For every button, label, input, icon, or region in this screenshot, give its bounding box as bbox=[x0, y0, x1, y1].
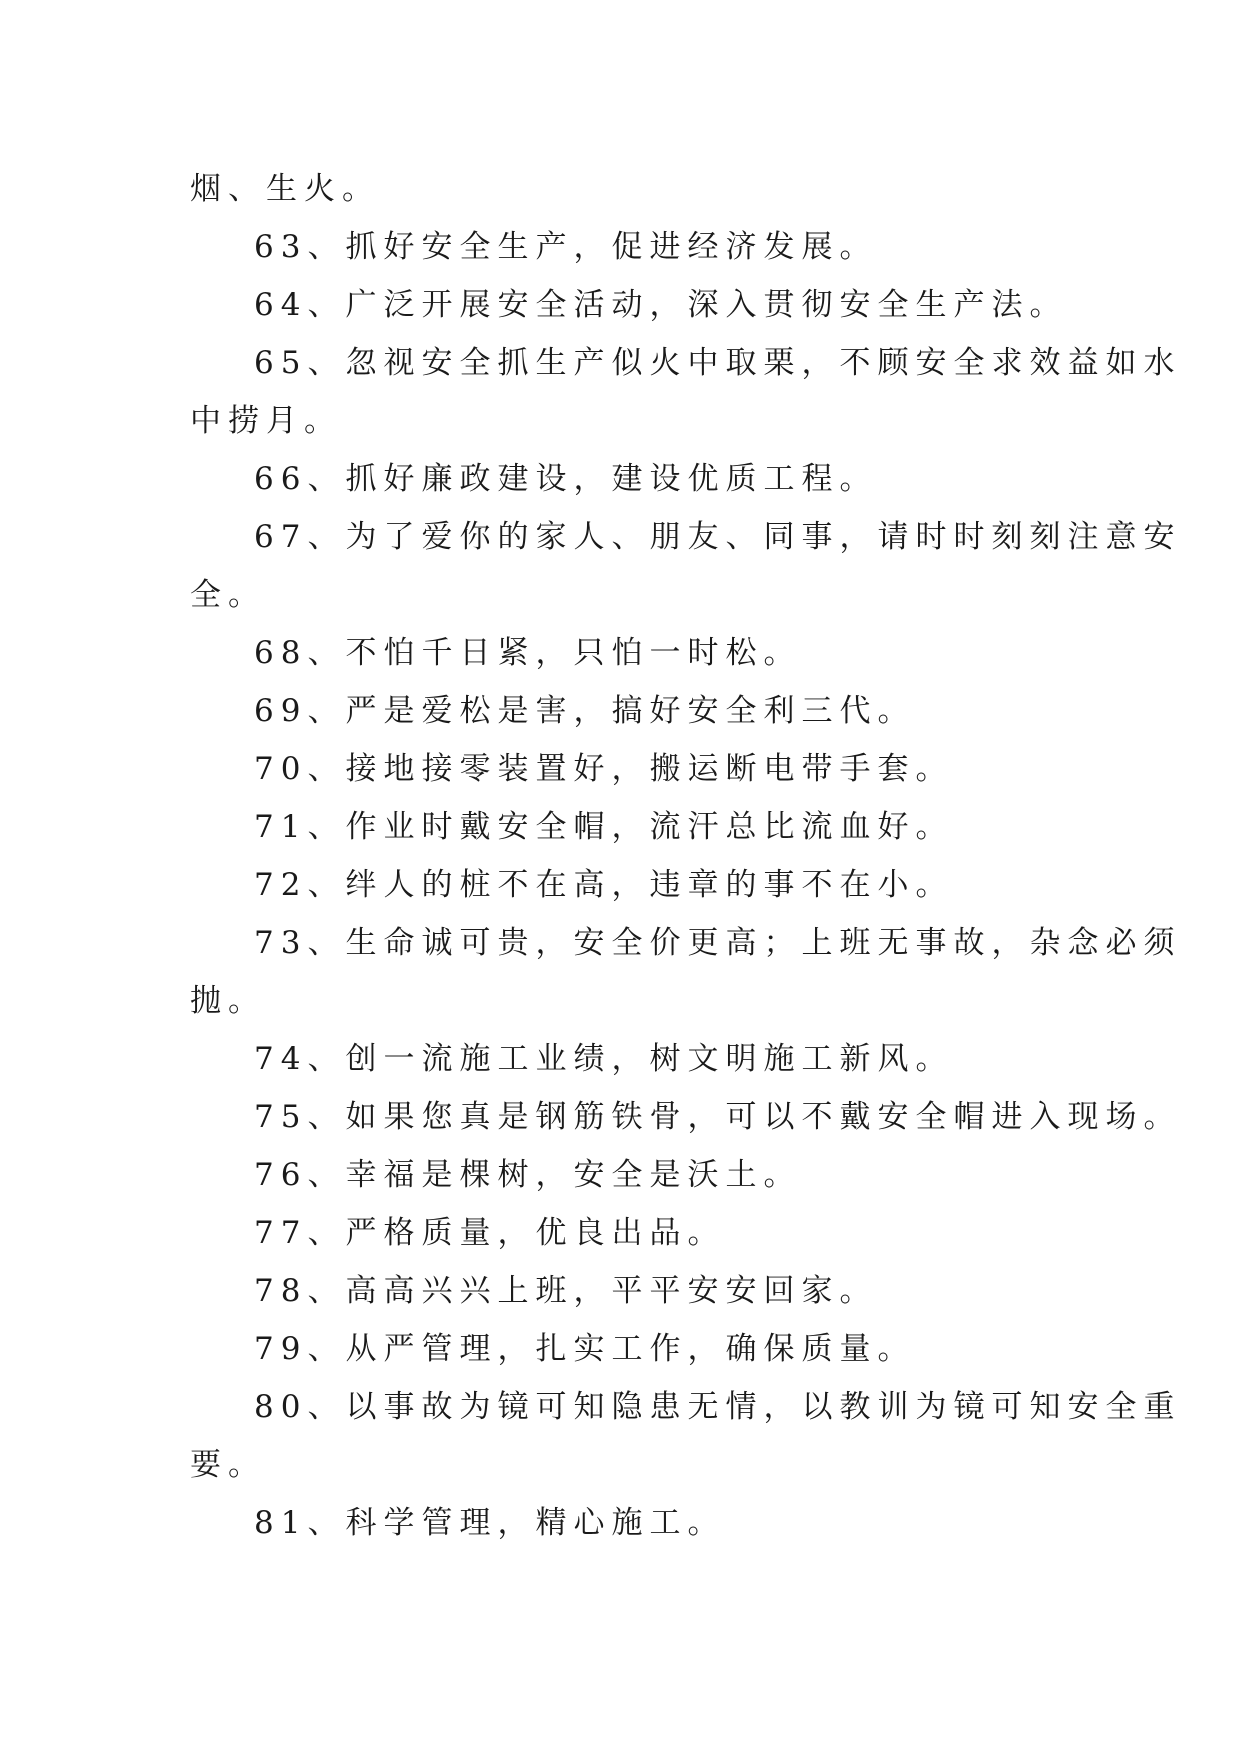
text-line: 72、绊人的桩不在高，违章的事不在小。 bbox=[254, 867, 954, 903]
text-line: 64、广泛开展安全活动，深入贯彻安全生产法。 bbox=[254, 287, 1068, 323]
text-line: 74、创一流施工业绩，树文明施工新风。 bbox=[254, 1041, 954, 1077]
text-line: 烟、生火。 bbox=[190, 171, 380, 207]
text-line: 要。 bbox=[190, 1447, 266, 1483]
text-line: 77、严格质量，优良出品。 bbox=[254, 1215, 726, 1251]
text-line: 76、幸福是棵树，安全是沃土。 bbox=[254, 1157, 802, 1193]
text-line: 中捞月。 bbox=[190, 403, 342, 439]
text-line: 81、科学管理，精心施工。 bbox=[254, 1505, 726, 1541]
text-line: 80、以事故为镜可知隐患无情，以教训为镜可知安全重 bbox=[254, 1389, 1182, 1425]
document-body bbox=[190, 160, 1182, 1552]
text-line: 65、忽视安全抓生产似火中取栗，不顾安全求效益如水 bbox=[254, 345, 1182, 381]
text-line: 70、接地接零装置好，搬运断电带手套。 bbox=[254, 751, 954, 787]
text-line: 68、不怕千日紧，只怕一时松。 bbox=[254, 635, 802, 671]
text-line: 全。 bbox=[190, 577, 266, 613]
text-line: 抛。 bbox=[190, 983, 266, 1019]
text-line: 73、生命诚可贵，安全价更高；上班无事故，杂念必须 bbox=[254, 925, 1182, 961]
text-line: 66、抓好廉政建设，建设优质工程。 bbox=[254, 461, 878, 497]
text-line: 79、从严管理，扎实工作，确保质量。 bbox=[254, 1331, 916, 1367]
text-line: 78、高高兴兴上班，平平安安回家。 bbox=[254, 1273, 878, 1309]
text-line: 75、如果您真是钢筋铁骨，可以不戴安全帽进入现场。 bbox=[254, 1099, 1182, 1135]
text-line: 67、为了爱你的家人、朋友、同事，请时时刻刻注意安 bbox=[254, 519, 1182, 555]
text-line: 71、作业时戴安全帽，流汗总比流血好。 bbox=[254, 809, 954, 845]
text-line: 63、抓好安全生产，促进经济发展。 bbox=[254, 229, 878, 265]
text-line: 69、严是爱松是害，搞好安全利三代。 bbox=[254, 693, 916, 729]
